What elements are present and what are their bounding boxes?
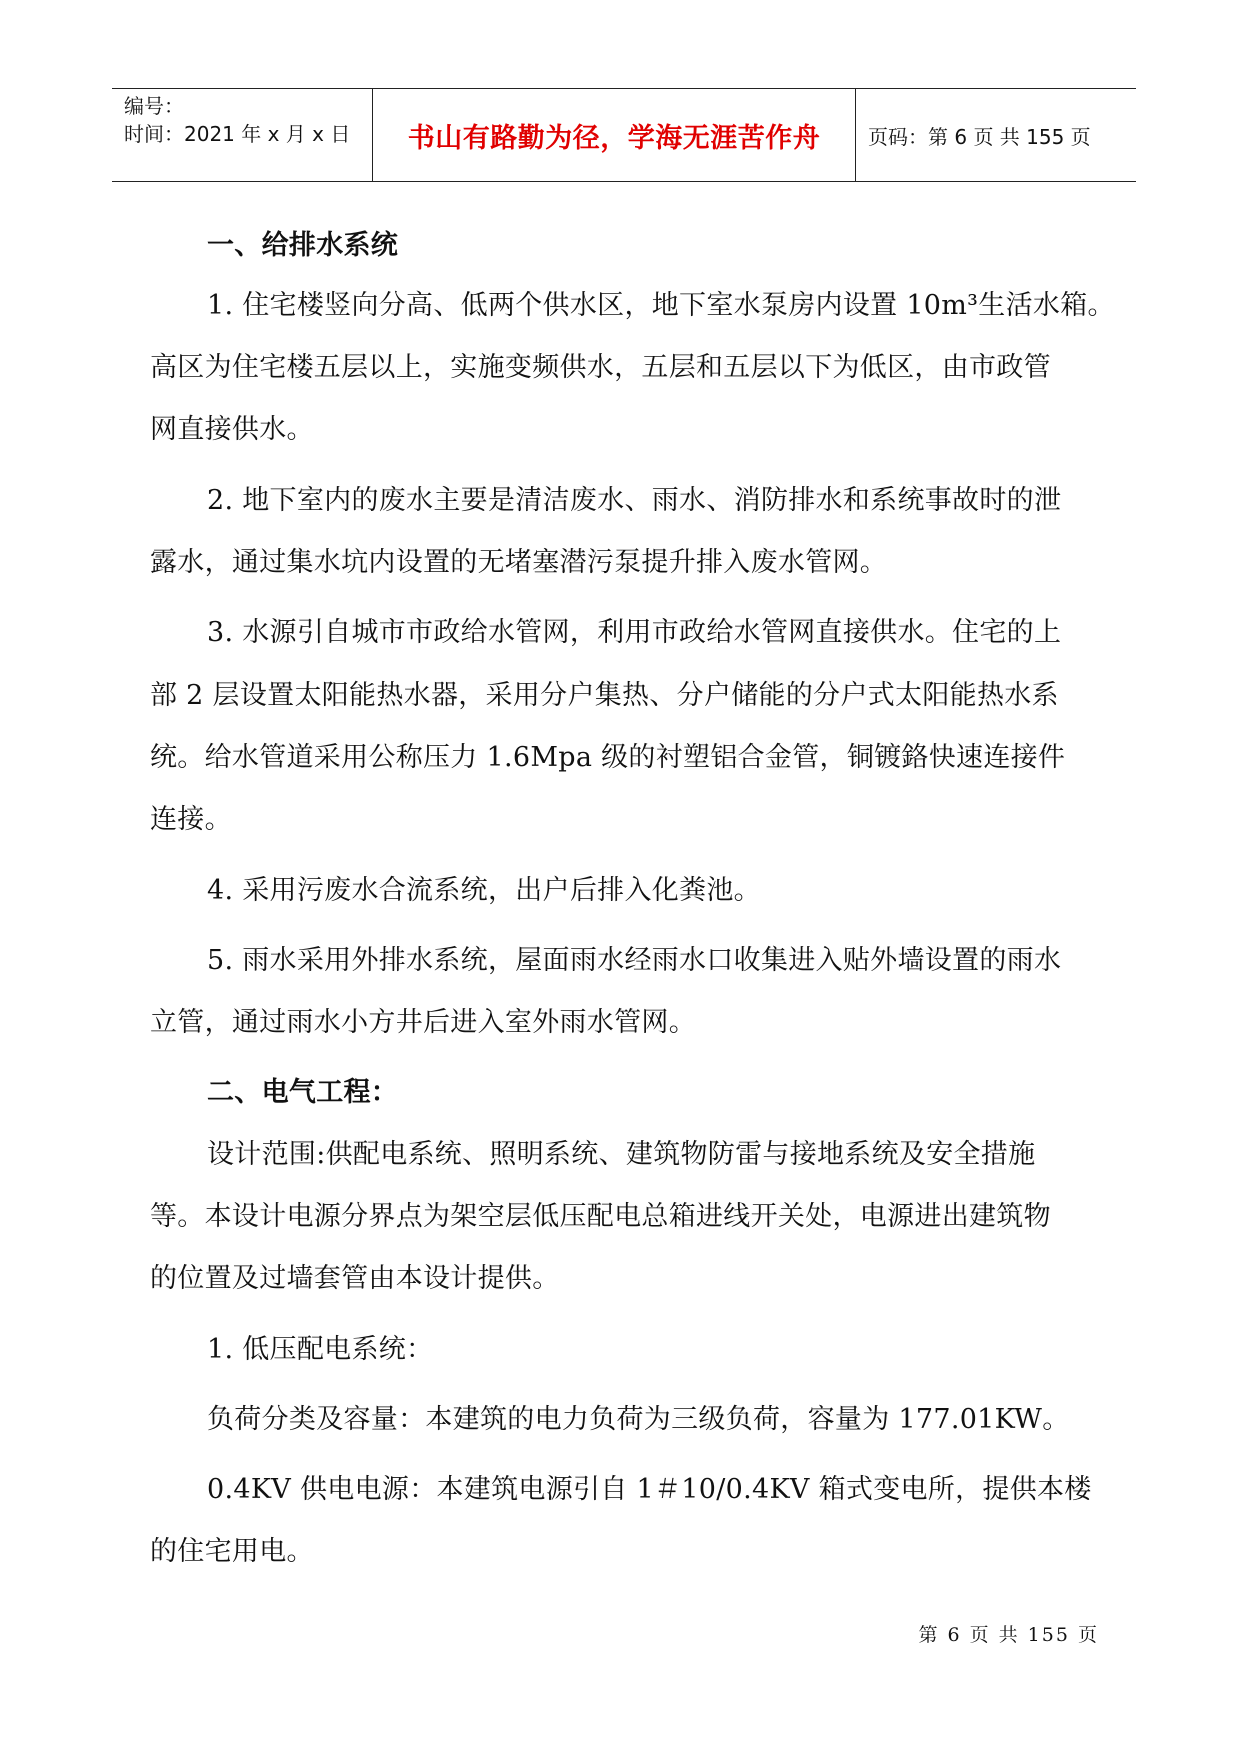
section-heading-electrical: 二、电气工程： xyxy=(207,1077,399,1108)
section-heading-water: 一、给排水系统 xyxy=(207,230,399,261)
paragraph-line: 的住宅用电。 xyxy=(150,1536,314,1567)
paragraph-line: 2. 地下室内的废水主要是清洁废水、雨水、消防排水和系统事故时的泄 xyxy=(207,485,1062,516)
paragraph-line: 1. 住宅楼竖向分高、低两个供水区，地下室水泵房内设置 10m³生活水箱。 xyxy=(207,290,1115,321)
paragraph-line: 连接。 xyxy=(150,804,232,835)
paragraph-line: 设计范围:供配电系统、照明系统、建筑物防雷与接地系统及安全措施 xyxy=(207,1139,1036,1170)
paragraph-line: 网直接供水。 xyxy=(150,414,314,445)
document-number-label: 编号： xyxy=(124,94,184,118)
paragraph-line: 统。给水管道采用公称压力 1.6Mpa 级的衬塑铝合金管，铜镀鉻快速连接件 xyxy=(150,742,1066,773)
paragraph-line: 部 2 层设置太阳能热水器，采用分户集热、分户储能的分户式太阳能热水系 xyxy=(150,680,1059,711)
header-motto: 书山有路勤为径，学海无涯苦作舟 xyxy=(372,89,856,181)
paragraph-line: 立管，通过雨水小方井后进入室外雨水管网。 xyxy=(150,1007,696,1038)
header-page-info: 页码：第 6 页 共 155 页 xyxy=(868,124,1091,149)
paragraph-line: 0.4KV 供电电源：本建筑电源引自 1＃10/0.4KV 箱式变电所，提供本楼 xyxy=(207,1474,1092,1505)
paragraph-line: 露水，通过集水坑内设置的无堵塞潜污泵提升排入废水管网。 xyxy=(150,547,888,578)
paragraph-line: 的位置及过墙套管由本设计提供。 xyxy=(150,1263,560,1294)
document-date: 时间：2021 年 x 月 x 日 xyxy=(124,122,351,146)
paragraph-line: 等。本设计电源分界点为架空层低压配电总箱进线开关处，电源进出建筑物 xyxy=(150,1201,1051,1232)
paragraph-line: 4. 采用污废水合流系统，出户后排入化粪池。 xyxy=(207,875,761,906)
paragraph-line: 负荷分类及容量：本建筑的电力负荷为三级负荷，容量为 177.01KW。 xyxy=(207,1404,1070,1435)
page-footer: 第 6 页 共 155 页 xyxy=(918,1624,1099,1646)
paragraph-line: 3. 水源引自城市市政给水管网，利用市政给水管网直接供水。住宅的上 xyxy=(207,617,1062,648)
paragraph-line: 高区为住宅楼五层以上，实施变频供水，五层和五层以下为低区，由市政管 xyxy=(150,352,1051,383)
header-meta xyxy=(112,89,372,181)
paragraph-line: 1. 低压配电系统： xyxy=(207,1334,434,1365)
paragraph-line: 5. 雨水采用外排水系统，屋面雨水经雨水口收集进入贴外墙设置的雨水 xyxy=(207,945,1062,976)
page-header xyxy=(112,88,1136,182)
